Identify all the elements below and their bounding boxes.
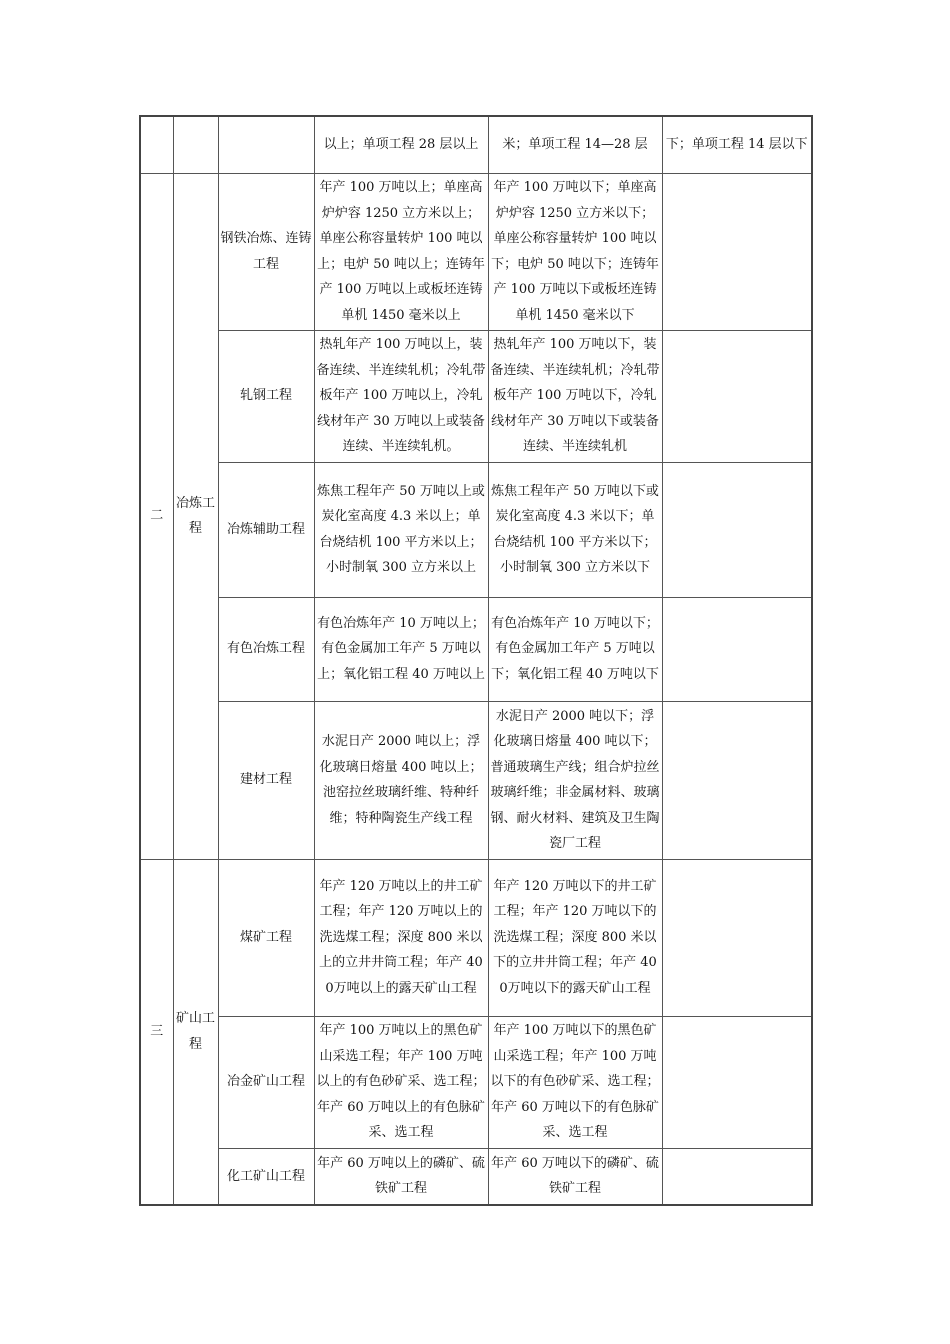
cell-small: 下；单项工程 14 层以下 [662,116,812,173]
large-scale-criteria: 年产 100 万吨以上；单座高炉炉容 1250 立方米以上；单座公称容量转炉 100 吨以上；电炉 50 吨以上；连铸年产 100 万吨以上或板坯连铸单机 1450 毫米以上 [314,173,488,330]
table-row [140,462,812,597]
small-scale-criteria [662,173,812,330]
small-scale-criteria [662,597,812,701]
section-number: 二 [140,173,173,859]
large-scale-criteria: 热轧年产 100 万吨以上，装备连续、半连续轧机；冷轧带板年产 100 万吨以上，冷轧线材年产 30 万吨以上或装备连续、半连续轧机。 [314,330,488,462]
project-name: 冶金矿山工程 [218,1016,314,1148]
large-scale-criteria: 年产 120 万吨以上的井工矿工程；年产 120 万吨以上的洗选煤工程；深度 800 米以上的立井井筒工程；年产 400万吨以上的露天矿山工程 [314,859,488,1016]
medium-scale-criteria: 热轧年产 100 万吨以下，装备连续、半连续轧机；冷轧带板年产 100 万吨以下，冷轧线材年产 30 万吨以下或装备连续、半连续轧机 [488,330,662,462]
medium-scale-criteria: 水泥日产 2000 吨以下；浮化玻璃日熔量 400 吨以下；普通玻璃生产线；组合炉拉丝玻璃纤维；非金属材料、玻璃钢、耐火材料、建筑及卫生陶瓷厂工程 [488,701,662,859]
small-scale-criteria [662,462,812,597]
large-scale-criteria: 水泥日产 2000 吨以上；浮化玻璃日熔量 400 吨以上；池窑拉丝玻璃纤维、特种纤维；特种陶瓷生产线工程 [314,701,488,859]
table-row [140,1148,812,1205]
small-scale-criteria [662,1148,812,1205]
large-scale-criteria: 有色冶炼年产 10 万吨以上；有色金属加工年产 5 万吨以上；氧化铝工程 40 万吨以上 [314,597,488,701]
table-row [140,859,812,1016]
cell-empty [218,116,314,173]
small-scale-criteria [662,859,812,1016]
project-name: 煤矿工程 [218,859,314,1016]
table-row [140,173,812,330]
section-number: 三 [140,859,173,1205]
small-scale-criteria [662,1016,812,1148]
cell-empty [173,116,218,173]
medium-scale-criteria: 有色冶炼年产 10 万吨以下；有色金属加工年产 5 万吨以下；氧化铝工程 40 万吨以下 [488,597,662,701]
large-scale-criteria: 年产 100 万吨以上的黑色矿山采选工程；年产 100 万吨以上的有色砂矿采、选工程；年产 60 万吨以上的有色脉矿采、选工程 [314,1016,488,1148]
medium-scale-criteria: 年产 120 万吨以下的井工矿工程；年产 120 万吨以下的洗选煤工程；深度 800 米以下的立井井筒工程；年产 400万吨以下的露天矿山工程 [488,859,662,1016]
table-row [140,330,812,462]
small-scale-criteria [662,330,812,462]
table-row [140,701,812,859]
section-category: 矿山工程 [173,859,218,1205]
table-row [140,1016,812,1148]
table-row [140,597,812,701]
medium-scale-criteria: 炼焦工程年产 50 万吨以下或炭化室高度 4.3 米以下；单台烧结机 100 平方米以下；小时制氧 300 立方米以下 [488,462,662,597]
large-scale-criteria: 炼焦工程年产 50 万吨以上或炭化室高度 4.3 米以上；单台烧结机 100 平方米以上；小时制氧 300 立方米以上 [314,462,488,597]
project-name: 化工矿山工程 [218,1148,314,1205]
small-scale-criteria [662,701,812,859]
medium-scale-criteria: 年产 100 万吨以下的黑色矿山采选工程；年产 100 万吨以下的有色砂矿采、选工程；年产 60 万吨以下的有色脉矿采、选工程 [488,1016,662,1148]
project-name: 钢铁冶炼、连铸工程 [218,173,314,330]
project-name: 轧钢工程 [218,330,314,462]
cell-empty [140,116,173,173]
project-name: 建材工程 [218,701,314,859]
medium-scale-criteria: 年产 60 万吨以下的磷矿、硫铁矿工程 [488,1148,662,1205]
medium-scale-criteria: 年产 100 万吨以下；单座高炉炉容 1250 立方米以下；单座公称容量转炉 100 吨以下；电炉 50 吨以下；连铸年产 100 万吨以下或板坯连铸单机 1450 毫米以下 [488,173,662,330]
engineering-scale-table [139,115,813,1206]
cell-medium: 米；单项工程 14—28 层 [488,116,662,173]
project-name: 冶炼辅助工程 [218,462,314,597]
large-scale-criteria: 年产 60 万吨以上的磷矿、硫铁矿工程 [314,1148,488,1205]
project-name: 有色冶炼工程 [218,597,314,701]
cell-large: 以上；单项工程 28 层以上 [314,116,488,173]
table-row-continued [140,116,812,173]
section-category: 冶炼工程 [173,173,218,859]
